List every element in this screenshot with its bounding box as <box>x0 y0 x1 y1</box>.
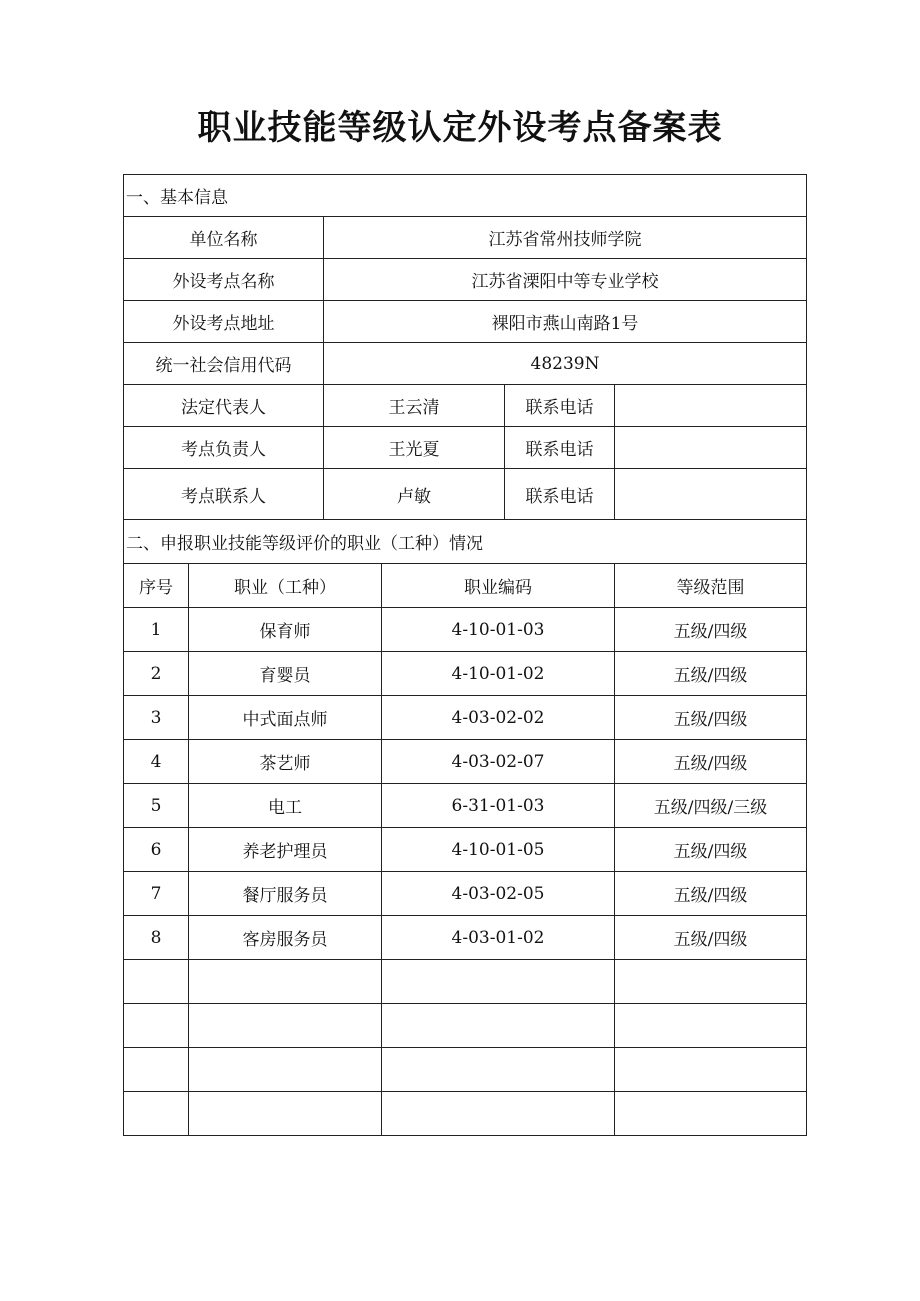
contact-row <box>124 385 807 427</box>
occupation-levels: 五级/四级 <box>615 652 807 696</box>
info-label: 外设考点地址 <box>124 301 324 343</box>
contact-phone-label: 联系电话 <box>505 469 615 520</box>
contact-role-label: 考点负责人 <box>124 427 324 469</box>
occupation-name: 中式面点师 <box>189 696 382 740</box>
occupation-row <box>124 652 807 696</box>
occupation-name: 保育师 <box>189 608 382 652</box>
occupation-number: 3 <box>124 696 189 740</box>
occupation-name <box>189 1048 382 1092</box>
info-value: 江苏省溧阳中等专业学校 <box>324 259 807 301</box>
registration-form-table <box>123 174 807 1136</box>
occupation-code: 4-03-02-07 <box>382 740 615 784</box>
contact-row <box>124 469 807 520</box>
occupation-number: 4 <box>124 740 189 784</box>
contact-phone-label: 联系电话 <box>505 427 615 469</box>
occupation-header-row <box>124 564 807 608</box>
occupation-row <box>124 696 807 740</box>
contact-name: 王云清 <box>324 385 505 427</box>
occupation-number: 1 <box>124 608 189 652</box>
occupation-code <box>382 1092 615 1136</box>
occupation-row <box>124 608 807 652</box>
occupation-name: 育婴员 <box>189 652 382 696</box>
occupation-code: 4-03-02-02 <box>382 696 615 740</box>
occupation-row <box>124 784 807 828</box>
column-header-code: 职业编码 <box>382 564 615 608</box>
info-label: 单位名称 <box>124 217 324 259</box>
occupation-code: 4-10-01-05 <box>382 828 615 872</box>
occupation-number <box>124 1004 189 1048</box>
occupation-levels <box>615 960 807 1004</box>
occupation-code: 6-31-01-03 <box>382 784 615 828</box>
occupation-levels: 五级/四级 <box>615 740 807 784</box>
occupation-levels: 五级/四级 <box>615 916 807 960</box>
column-header-number: 序号 <box>124 564 189 608</box>
occupation-row-empty <box>124 1004 807 1048</box>
occupation-name <box>189 1004 382 1048</box>
info-value: 江苏省常州技师学院 <box>324 217 807 259</box>
contact-role-label: 法定代表人 <box>124 385 324 427</box>
occupation-code: 4-03-01-02 <box>382 916 615 960</box>
occupation-levels <box>615 1048 807 1092</box>
occupation-levels: 五级/四级 <box>615 828 807 872</box>
occupation-number: 5 <box>124 784 189 828</box>
occupation-row <box>124 872 807 916</box>
occupation-levels: 五级/四级 <box>615 608 807 652</box>
contact-name: 王光夏 <box>324 427 505 469</box>
info-row <box>124 259 807 301</box>
contact-phone <box>615 427 807 469</box>
occupation-name: 电工 <box>189 784 382 828</box>
section-occupations-title: 二、申报职业技能等级评价的职业（工种）情况 <box>124 520 807 564</box>
contact-phone-label: 联系电话 <box>505 385 615 427</box>
occupation-code: 4-10-01-03 <box>382 608 615 652</box>
occupation-row <box>124 916 807 960</box>
column-header-levels: 等级范围 <box>615 564 807 608</box>
occupation-levels: 五级/四级/三级 <box>615 784 807 828</box>
occupation-code <box>382 1048 615 1092</box>
occupation-row <box>124 828 807 872</box>
contact-role-label: 考点联系人 <box>124 469 324 520</box>
info-row <box>124 217 807 259</box>
occupation-levels <box>615 1004 807 1048</box>
occupation-row-empty <box>124 1092 807 1136</box>
occupation-row-empty <box>124 960 807 1004</box>
occupation-code <box>382 960 615 1004</box>
occupation-number: 6 <box>124 828 189 872</box>
document-title: 职业技能等级认定外设考点备案表 <box>197 108 723 148</box>
info-row <box>124 301 807 343</box>
contact-name: 卢敏 <box>324 469 505 520</box>
occupation-name <box>189 960 382 1004</box>
occupation-number <box>124 1048 189 1092</box>
occupation-code: 4-03-02-05 <box>382 872 615 916</box>
occupation-number <box>124 960 189 1004</box>
info-label: 统一社会信用代码 <box>124 343 324 385</box>
occupation-number <box>124 1092 189 1136</box>
info-value: 48239N <box>324 343 807 385</box>
occupation-number: 2 <box>124 652 189 696</box>
occupation-name: 客房服务员 <box>189 916 382 960</box>
occupation-name: 餐厅服务员 <box>189 872 382 916</box>
occupation-number: 8 <box>124 916 189 960</box>
info-value: 裸阳市燕山南路1号 <box>324 301 807 343</box>
occupation-row-empty <box>124 1048 807 1092</box>
occupation-name <box>189 1092 382 1136</box>
occupation-levels: 五级/四级 <box>615 696 807 740</box>
occupation-levels: 五级/四级 <box>615 872 807 916</box>
contact-row <box>124 427 807 469</box>
occupation-code <box>382 1004 615 1048</box>
column-header-occupation: 职业（工种） <box>189 564 382 608</box>
occupation-number: 7 <box>124 872 189 916</box>
info-row <box>124 343 807 385</box>
occupation-code: 4-10-01-02 <box>382 652 615 696</box>
section-basic-info-title: 一、基本信息 <box>124 175 807 217</box>
contact-phone <box>615 469 807 520</box>
contact-phone <box>615 385 807 427</box>
occupation-levels <box>615 1092 807 1136</box>
info-label: 外设考点名称 <box>124 259 324 301</box>
occupation-row <box>124 740 807 784</box>
occupation-name: 养老护理员 <box>189 828 382 872</box>
occupation-name: 茶艺师 <box>189 740 382 784</box>
